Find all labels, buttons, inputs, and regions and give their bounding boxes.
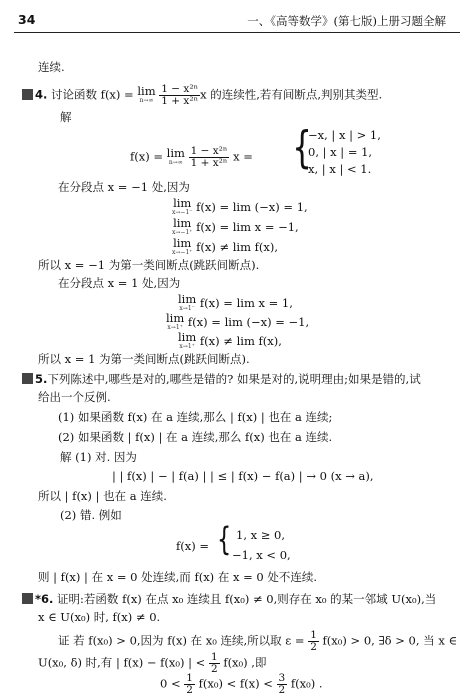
inequality: | | f(x) | − | f(a) | | ≤ | f(x) − f(a) | → 0 (x → a), bbox=[112, 469, 374, 483]
text-line: (1) 如果函数 f(x) 在 a 连续,那么 | f(x) | 也在 a 连续; bbox=[58, 410, 333, 424]
limit-equation: lim x→1⁺ f(x) ≠ lim f(x), bbox=[178, 330, 282, 350]
text-line: x ∈ U(x₀) 时, f(x) ≠ 0. bbox=[38, 610, 161, 624]
text-line: (2) 如果函数 | f(x) | 在 a 连续,那么 f(x) 也在 a 连续. bbox=[58, 430, 333, 444]
piecewise-definition: f(x) = lim n→∞ $\frac{\text{1 − x²ⁿ}}{\text{1 + x²ⁿ}}$ x = bbox=[130, 145, 253, 169]
case-line: −1, x < 0, bbox=[232, 548, 291, 562]
case-line: 0, | x | = 1, bbox=[308, 145, 373, 159]
inequality: 0 < $\frac{1}{2}$ f(x₀) < f(x) < $\frac{3}{2}$ f(x₀) . bbox=[160, 672, 323, 696]
proof-line: U(x₀, δ) 时,有 | f(x) − f(x₀) | < $\frac{1}{2}$ f(x₀) ,即 bbox=[38, 651, 267, 675]
problem-6-statement: *6. 证明:若函数 f(x) 在点 x₀ 连续且 f(x₀) ≠ 0,则存在 x₀ 的某一邻域 U(x₀),当 bbox=[22, 592, 436, 606]
solution-label: 解 bbox=[60, 110, 72, 124]
fraction: $\frac{\text{1 − x²ⁿ}}{\text{1 + x²ⁿ}}$ bbox=[161, 83, 199, 107]
text-line: 在分段点 x = 1 处,因为 bbox=[58, 276, 181, 290]
text-line: 给出一个反例. bbox=[38, 390, 111, 404]
text-line: 则 | f(x) | 在 x = 0 处连续,而 f(x) 在 x = 0 处不连续. bbox=[38, 570, 318, 584]
text-line: 所以 | f(x) | 也在 a 连续. bbox=[38, 489, 167, 503]
text-line: 所以 x = −1 为第一类间断点(跳跃间断点). bbox=[38, 258, 260, 272]
left-brace-icon: { bbox=[292, 122, 312, 173]
problem-5-statement: 5.下列陈述中,哪些是对的,哪些是错的? 如果是对的,说明理由;如果是错的,试 bbox=[22, 372, 421, 386]
text-line: 在分段点 x = −1 处,因为 bbox=[58, 180, 190, 194]
running-title: 一、《高等数学》(第七版)上册习题全解 bbox=[247, 14, 446, 28]
left-brace-icon: { bbox=[217, 520, 232, 558]
case-line: x, | x | < 1. bbox=[308, 162, 372, 176]
limit-equation: lim x→−1⁻ f(x) = lim (−x) = 1, bbox=[172, 196, 308, 216]
text-line: 连续. bbox=[38, 60, 65, 74]
proof-line: 证 若 f(x₀) > 0,因为 f(x) 在 x₀ 连续,所以取 ε = $\frac{1}{2}$ f(x₀) > 0, ∃δ > 0, 当 x ∈ bbox=[58, 629, 457, 653]
page-header bbox=[14, 10, 460, 33]
case-line: −x, | x | > 1, bbox=[308, 128, 381, 142]
limit-equation: lim x→−1⁺ f(x) ≠ lim f(x), bbox=[172, 236, 279, 256]
problem-4-statement: 4. 讨论函数 f(x) = lim n→∞ $\frac{\text{1 − x²ⁿ}}{\text{1 + x²ⁿ}}$ x 的连续性,若有间断点,判别其类型. bbox=[22, 84, 382, 107]
page-number: 34 bbox=[18, 12, 36, 27]
limit-operator: lim n→∞ bbox=[137, 83, 156, 104]
text-line: (2) 错. 例如 bbox=[60, 508, 122, 522]
text-line: 所以 x = 1 为第一类间断点(跳跃间断点). bbox=[38, 352, 250, 366]
limit-equation: lim x→1⁺ f(x) = lim (−x) = −1, bbox=[166, 311, 310, 331]
exercise-marker-icon bbox=[22, 373, 33, 384]
limit-operator: lim n→∞ bbox=[166, 145, 185, 166]
exercise-marker-icon bbox=[22, 89, 33, 100]
text-line: 解 (1) 对. 因为 bbox=[60, 450, 137, 464]
case-line: 1, x ≥ 0, bbox=[236, 528, 286, 542]
piecewise-lhs: f(x) = bbox=[176, 539, 210, 553]
limit-equation: lim x→−1⁺ f(x) = lim x = −1, bbox=[172, 216, 299, 236]
fraction: $\frac{\text{1 − x²ⁿ}}{\text{1 + x²ⁿ}}$ bbox=[190, 145, 228, 169]
exercise-marker-icon bbox=[22, 593, 33, 604]
limit-equation: lim x→1⁻ f(x) = lim x = 1, bbox=[178, 292, 293, 312]
